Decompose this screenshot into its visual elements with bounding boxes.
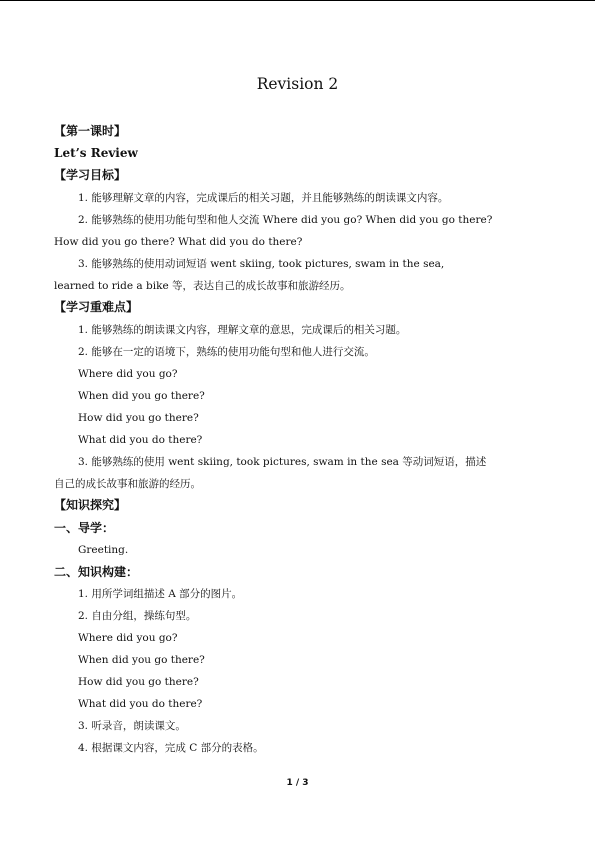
- practice-question: How did you go there?: [78, 676, 199, 688]
- key-point-3-cont: 自己的成长故事和旅游的经历。: [54, 478, 201, 490]
- objective-3: 3. 能够熟练的使用动词短语 went skiing, took pictures, swam in the sea,: [78, 258, 445, 270]
- lesson-heading: 【第一课时】: [54, 124, 127, 138]
- page-number: 1 / 3: [286, 778, 309, 788]
- step-2: 2. 自由分组，操练句型。: [78, 610, 197, 622]
- practice-question: When did you go there?: [78, 654, 205, 666]
- practice-question: Where did you go?: [78, 632, 178, 644]
- key-point-question: When did you go there?: [78, 390, 205, 402]
- part2-heading: 二、知识构建：: [54, 565, 139, 579]
- page-title: Revision 2: [256, 75, 339, 93]
- lesson-title: Let’s Review: [54, 146, 138, 160]
- step-4: 4. 根据课文内容，完成 C 部分的表格。: [78, 742, 264, 754]
- step-3: 3. 听录音，朗读课文。: [78, 720, 186, 732]
- key-point-question: How did you go there?: [78, 412, 199, 424]
- key-point-question: Where did you go?: [78, 368, 178, 380]
- key-point-1: 1. 能够熟练的朗读课文内容，理解文章的意思，完成课后的相关习题。: [78, 324, 407, 336]
- exploration-heading: 【知识探究】: [54, 498, 127, 512]
- part1-heading: 一、导学：: [54, 521, 115, 535]
- objective-2-cont: How did you go there? What did you do there?: [54, 236, 303, 248]
- step-1: 1. 用所学词组描述 A 部分的图片。: [78, 588, 243, 600]
- key-point-3: 3. 能够熟练的使用 went skiing, took pictures, swam in the sea 等动词短语，描述: [78, 456, 487, 468]
- objective-3-cont: learned to ride a bike 等，表达自己的成长故事和旅游经历。: [54, 280, 351, 292]
- objective-2: 2. 能够熟练的使用功能句型和他人交流 Where did you go? When did you go there?: [78, 214, 493, 226]
- key-point-2: 2. 能够在一定的语境下，熟练的使用功能句型和他人进行交流。: [78, 346, 375, 358]
- greeting-text: Greeting.: [78, 544, 129, 556]
- header-rule: [0, 0, 595, 1]
- key-points-heading: 【学习重难点】: [54, 300, 139, 314]
- key-point-question: What did you do there?: [78, 434, 203, 446]
- objective-1: 1. 能够理解文章的内容，完成课后的相关习题，并且能够熟练的朗读课文内容。: [78, 192, 449, 204]
- objectives-heading: 【学习目标】: [54, 168, 127, 182]
- practice-question: What did you do there?: [78, 698, 203, 710]
